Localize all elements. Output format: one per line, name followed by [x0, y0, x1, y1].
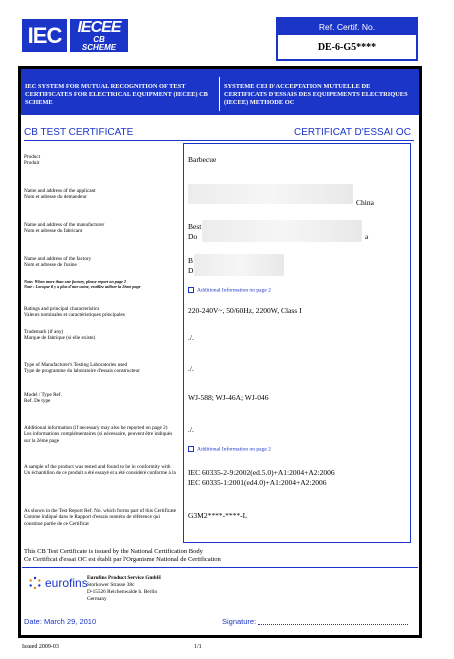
iecee-logo-sub2: SCHEME: [81, 42, 117, 52]
factory-label-fr: Nom et adresse de l'usine: [24, 262, 77, 269]
trademark-value: ./.: [188, 333, 194, 342]
eurofins-icon: [28, 576, 42, 590]
manufacturer-label-en: Name and address of the manufacturer: [24, 222, 105, 228]
iecee-logo: [70, 19, 128, 52]
signature-label: Signature:: [222, 617, 257, 626]
ncb-address: [87, 575, 257, 603]
issued-by-en: This CB Test Certificate is issued by the National Certification Body: [24, 548, 203, 555]
factory-label: [24, 256, 179, 269]
manufacturer-label-fr: Nom et adresse du fabricant: [24, 228, 83, 235]
factory-note: [24, 279, 179, 289]
additional-info-value: ./.: [188, 425, 194, 434]
banner-text-en: IEC SYSTEM FOR MUTUAL RECOGNITION OF TEST CERTIFICATES FOR ELECTRICAL EQUIPMENT (IECEE) CB SCHEME: [25, 83, 208, 106]
additional-info-label-fr: Les informations complémentaires (si nécessaire, peuvent être indiqués sur la 2ème page: [24, 431, 173, 444]
manufacturer-value-2: Do: [188, 232, 198, 241]
iecee-logo-sub1: CB: [93, 34, 105, 44]
standard-value-1: IEC 60335-2-9:2002(ed.5.0)+A1:2004+A2:2006: [188, 468, 335, 477]
applicant-label: [24, 188, 179, 201]
additional-info-label: [24, 425, 179, 444]
certificate-title-fr: CERTIFICAT D'ESSAI OC: [294, 127, 411, 138]
page-number: 1/1: [194, 644, 202, 650]
model-label: [24, 392, 179, 405]
applicant-label-en: Name and address of the applicant: [24, 188, 96, 194]
additional-info-checkbox[interactable]: [188, 446, 194, 452]
issued-by-fr: Ce Certificat d'essai OC est établi par l'Organisme National de Certification: [24, 556, 221, 563]
factory-redaction: [194, 254, 284, 276]
footer-divider: [22, 567, 418, 568]
iecee-logo-text: IECEE: [77, 18, 121, 36]
product-label-en: Product: [24, 154, 41, 160]
testing-lab-value: ./.: [188, 364, 194, 373]
trademark-label: [24, 329, 179, 342]
title-divider: [24, 140, 414, 141]
manufacturer-value-tail: a: [365, 232, 369, 241]
ncb-city: D-15526 Reichenwalde b. Berlin: [87, 589, 158, 595]
reference-number: DE-6-G5****: [317, 42, 377, 53]
model-value: WJ-588; WJ-46A; WJ-046: [188, 393, 269, 402]
ratings-label-fr: Valeurs nominales et caractéristiques principales: [24, 312, 125, 319]
factory-note-fr: Note : Lorsque il y a plus d'une usine, veuillez utiliser la 2ème page: [24, 284, 141, 290]
test-report-label-en: As shown in the Test Report Ref. No. which forms part of this Certificate: [24, 508, 177, 514]
ratings-value: 220-240V~, 50/60Hz, 2200W, Class I: [188, 306, 302, 315]
ratings-label-en: Ratings and principal characteristics: [24, 306, 100, 312]
ncb-street: Storkower Strasse 38c: [87, 582, 135, 588]
model-label-en: Model / Type Ref.: [24, 392, 62, 398]
reference-box: [276, 17, 418, 61]
trademark-label-fr: Marque de fabrique (si elle existe): [24, 335, 96, 342]
factory-note-en: Note: When more than one factory, please report on page 2: [24, 279, 127, 284]
ncb-name: Eurofins Product Service GmbH: [87, 575, 161, 581]
ncb-country: Germany: [87, 596, 107, 602]
certificate-title-en: CB TEST CERTIFICATE: [24, 127, 134, 138]
ratings-label: [24, 306, 179, 319]
iec-logo: IEC: [22, 19, 67, 52]
test-report-label-fr: Comme indiqué dans le Rapport d'essais numéro de référence qui constitue partie de ce Certificat: [24, 514, 160, 527]
manufacturer-label: [24, 222, 179, 235]
signature-line: [258, 624, 408, 625]
conformity-label-en: A sample of the product was tested and found to be in conformity with: [24, 464, 171, 470]
banner-divider: [219, 77, 220, 111]
testing-lab-label: [24, 362, 179, 375]
test-report-label: [24, 508, 179, 527]
factory-value-1: B: [188, 256, 194, 265]
testing-lab-label-fr: Type de programme du laboratoire d'essais constructeur: [24, 368, 140, 375]
factory-additional-info: [188, 281, 271, 299]
product-label: [24, 154, 179, 167]
factory-label-en: Name and address of the factory: [24, 256, 92, 262]
eurofins-logo: [28, 576, 88, 590]
eurofins-logo-text: eurofins: [45, 576, 88, 590]
applicant-value: China: [356, 198, 374, 207]
issue-date: Date: March 29, 2010: [24, 617, 97, 626]
factory-value-2: D: [188, 266, 194, 275]
test-report-value: G3M2****-****-L: [188, 511, 248, 520]
additional-info-checkbox-row: [188, 440, 271, 458]
additional-info-checkbox-label: Additional Information on page 2: [197, 446, 271, 453]
manufacturer-value-1: Best: [188, 222, 202, 231]
standard-value-2: IEC 60335-1:2001(ed4.0)+A1:2004+A2:2006: [188, 478, 327, 487]
testing-lab-label-en: Type of Manufacturer's Testing Laboratories used: [24, 362, 128, 368]
applicant-label-fr: Nom et adresse du demandeur: [24, 194, 87, 201]
product-label-fr: Produit: [24, 160, 40, 167]
manufacturer-redaction: [202, 220, 362, 242]
conformity-label: [24, 464, 179, 477]
form-issued: Issued 2009-03: [22, 644, 59, 650]
factory-additional-checkbox[interactable]: [188, 287, 194, 293]
applicant-redaction: [188, 184, 353, 204]
additional-info-label-en: Additional information (if necessary may also be reported on page 2): [24, 425, 168, 431]
trademark-label-en: Trademark (if any): [24, 329, 64, 335]
factory-additional-label: Additional Information on page 2: [197, 287, 271, 294]
banner-text-fr: SYSTEME CEI D'ACCEPTATION MUTUELLE DE CERTIFICATS D'ESSAIS DES EQUIPEMENTS ELECTRIQUES (IECEE) METHODE OC: [224, 83, 408, 106]
reference-label: Ref. Certif. No.: [278, 19, 416, 35]
issued-by-statement: [24, 548, 419, 564]
product-value: Barbecue: [188, 155, 217, 164]
model-label-fr: Ref. De type: [24, 398, 51, 405]
conformity-label-fr: Un échantillon de ce produit a été essayé et a été considéré conforme à la: [24, 470, 176, 477]
